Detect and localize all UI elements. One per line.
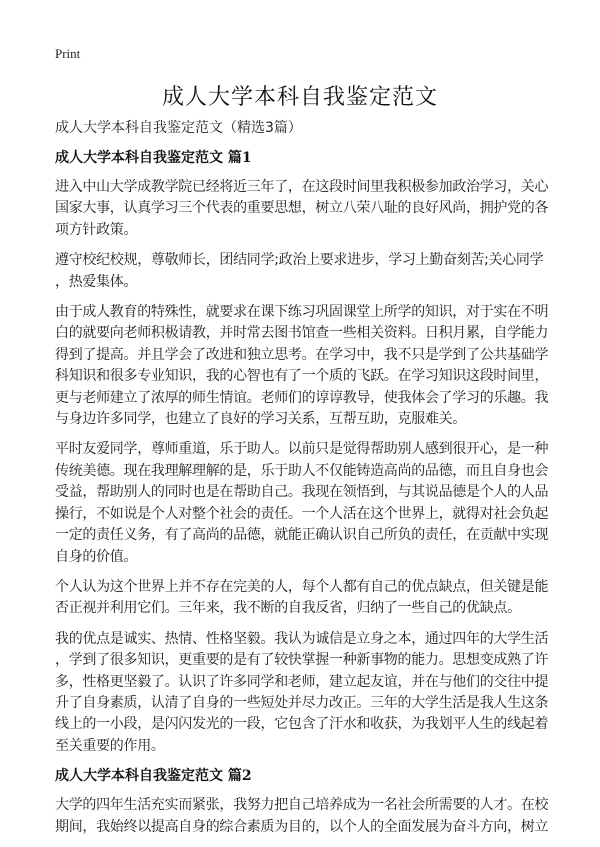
section-heading: 成人大学本科自我鉴定范文 篇1 [55,150,252,166]
paragraph-line: 升了自身素质，认清了自身的一些短处并尽力改正。三年的大学生活是我人生这条 [55,694,549,711]
paragraph-line: 由于成人教育的特殊性，就要求在课下练习巩固课堂上所学的知识，对于实在不明 [55,304,549,321]
paragraph [55,629,555,757]
paragraph-line: 项方针政策。 [55,221,138,238]
paragraph-line: 否正视并利用它们。三年来，我不断的自我反省，归纳了一些自己的优缺点。 [55,600,521,617]
paragraph [55,177,555,241]
paragraph-line: 与身边许多同学，也建立了良好的学习关系，互帮互助，克服难关。 [55,411,466,428]
paragraph [55,250,555,293]
paragraph-line: 自身的价值。 [55,548,138,565]
paragraph-line: 线上的一小段，是闪闪发光的一段，它包含了汗水和收获，为我划平人生的线起着 [55,716,549,733]
paragraph-line: 一定的责任义务，有了高尚的品德，就能正确认识自己所负的责任，在贡献中实现 [55,527,549,544]
paragraph-line: 至关重要的作用。 [55,737,165,754]
paragraph-line: 更与老师建立了浓厚的师生情谊。老师们的谆谆教导，使我体会了学习的乐趣。我 [55,389,549,406]
section-1 [55,148,555,757]
document-title: 成人大学本科自我鉴定范文 [161,85,438,110]
paragraph-line: 受益，帮助别人的同时也是在帮助自己。我现在领悟到，与其说品德是个人的人品 [55,484,549,501]
paragraph-line: 大学的四年生活充实而紧张，我努力把自己培养成为一名社会所需要的人才。在校 [55,797,549,814]
paragraph-line: 科知识和很多专业知识，我的心智也有了一个质的飞跃。在学习知识这段时间里， [55,368,549,385]
paragraph [55,302,555,430]
paragraph-line: 得到了提高。并且学会了改进和独立思考。在学习中，我不只是学到了公共基础学 [55,346,549,363]
paragraph-line: 个人认为这个世界上并不存在完美的人，每个人都有自己的优点缺点，但关键是能 [55,578,549,595]
document-body [55,118,555,847]
paragraph-line: 期间，我始终以提高自身的综合素质为目的，以个人的全面发展为奋斗方向，树立 [55,818,549,835]
paragraph [55,439,555,567]
document-subtitle: 成人大学本科自我鉴定范文（精选3篇） [55,120,302,136]
section-2 [55,766,555,838]
paragraph-line: ，热爱集体。 [55,273,138,290]
section-heading: 成人大学本科自我鉴定范文 篇2 [55,768,252,785]
paragraph-line: 进入中山大学成教学院已经将近三年了，在这段时间里我积极参加政治学习，关心 [55,179,549,195]
paragraph-line: 遵守校纪校规，尊敬师长，团结同学;政治上要求进步，学习上勤奋刻苦;关心同学 [55,252,544,269]
paragraph-line: 国家大事，认真学习三个代表的重要思想，树立八荣八耻的良好风尚，拥护党的各 [55,200,549,217]
paragraph-line: 传统美德。现在我理解理解的是，乐于助人不仅能铸造高尚的品德，而且自身也会 [55,462,549,479]
paragraph [55,577,555,620]
print-link[interactable]: Print [55,46,81,61]
paragraph-line: ，学到了很多知识，更重要的是有了较快掌握一种新事物的能力。思想变成熟了许 [55,652,549,669]
paragraph-line: 白的就要向老师积极请教，并时常去图书馆查一些相关资料。日积月累，自学能力 [55,325,549,342]
paragraph [55,795,555,838]
paragraph-line: 我的优点是诚实、热情、性格坚毅。我认为诚信是立身之本，通过四年的大学生活 [55,630,549,647]
paragraph-line: 平时友爱同学，尊师重道，乐于助人。以前只是觉得帮助别人感到很开心，是一种 [55,441,549,458]
paragraph-line: 操行，不如说是个人对整个社会的责任。一个人活在这个世界上，就得对社会负起 [55,505,549,522]
paragraph-line: 多，性格更坚毅了。认识了许多同学和老师，建立起友谊，并在与他们的交往中提 [55,673,549,690]
